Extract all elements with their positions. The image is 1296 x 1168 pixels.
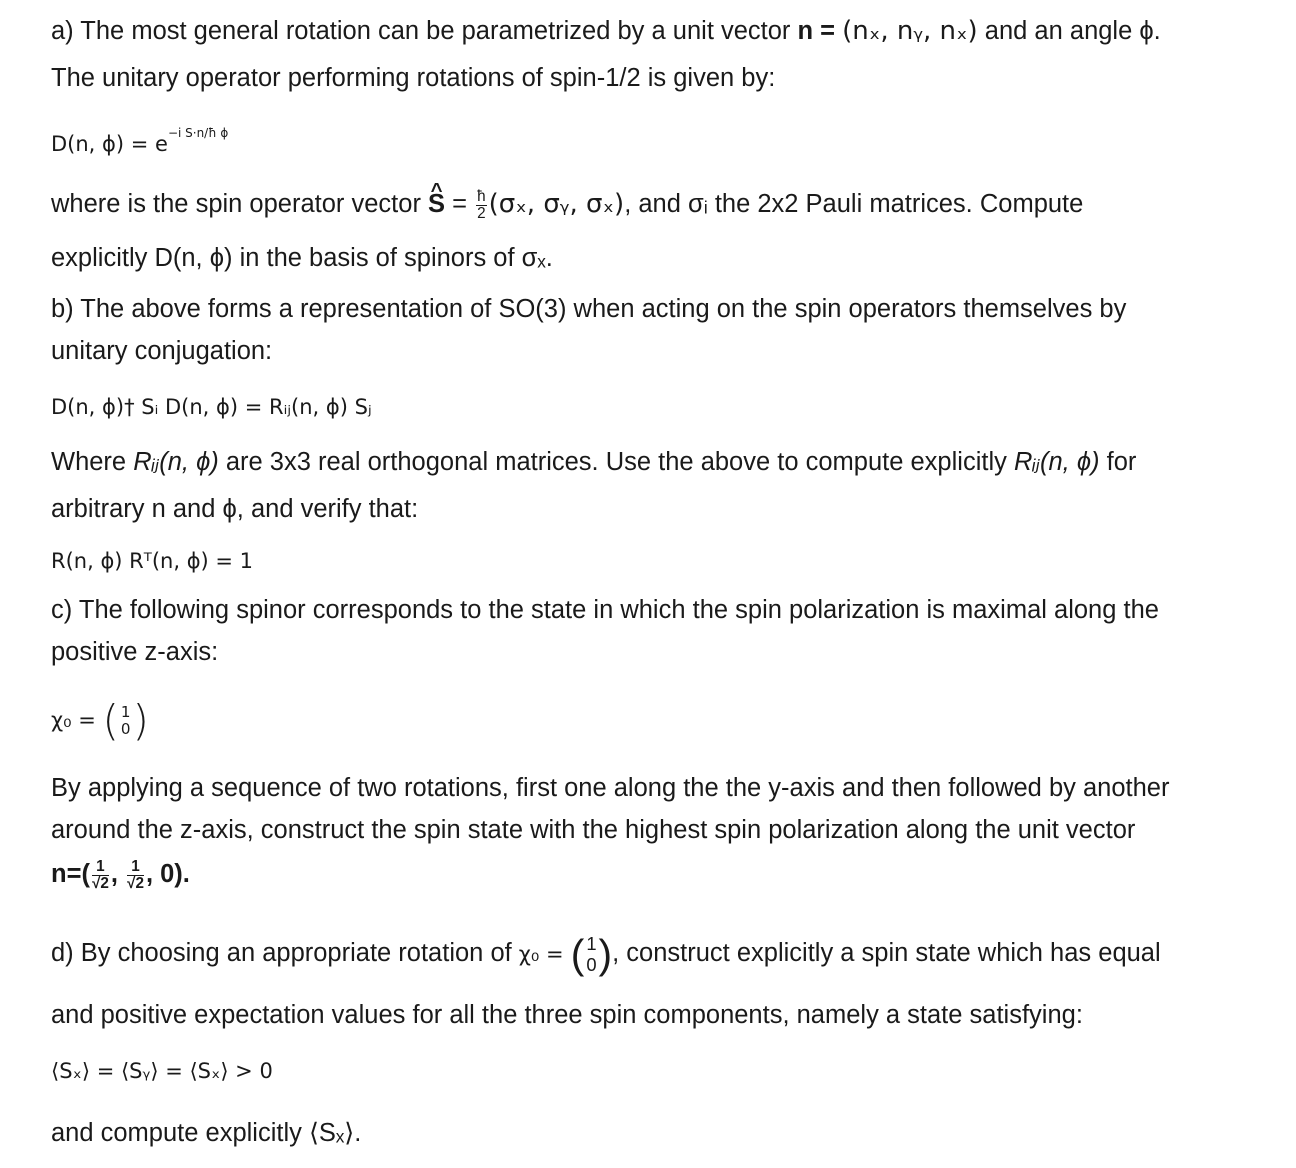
part-b-line-4: arbitrary n and ϕ, and verify that: <box>51 495 419 523</box>
text: are 3x3 real orthogonal matrices. Use the above to compute explicitly <box>218 448 1014 476</box>
text: , and σᵢ the 2x2 Pauli matrices. Compute <box>624 190 1084 218</box>
text: in the basis of spinors of σₓ. <box>232 244 553 272</box>
text: Where <box>51 448 134 476</box>
text: a) The most general rotation can be parametrized by a unit vector <box>51 17 798 45</box>
hbar: ħ <box>477 187 486 205</box>
part-b-line-3 <box>51 441 1136 483</box>
eq-exponent: −i S·n/ħ ϕ <box>167 126 229 140</box>
part-c-line-1: c) The following spinor corresponds to the state in which the spin polarization is maximal along the <box>51 596 1159 624</box>
num: 1 <box>127 859 144 876</box>
left-paren: ( <box>570 930 585 977</box>
n-end: 0). <box>160 860 190 888</box>
rotation-operator-equation <box>51 126 229 156</box>
part-c-line-2: positive z-axis: <box>51 638 219 666</box>
chi0-spinor <box>51 685 149 755</box>
eq-lhs: D(n, ϕ) = e <box>51 132 168 156</box>
rotation-matrix: Rᵢⱼ(n, ϕ) <box>1013 448 1100 476</box>
rotation-operator: D(n, ϕ) <box>154 244 233 272</box>
part-d-line-1 <box>51 932 1161 975</box>
spinor-bottom: 0 <box>586 954 597 976</box>
text: for <box>1099 448 1137 476</box>
text: and an angle ϕ. <box>977 17 1161 45</box>
text: d) By choosing an appropriate rotation of <box>51 939 519 967</box>
vector-n: n <box>797 17 814 45</box>
text: explicitly <box>51 244 155 272</box>
part-b-line-2: unitary conjugation: <box>51 337 273 365</box>
den: √2 <box>127 874 144 892</box>
part-a-line-2: The unitary operator performing rotations of spin-1/2 is given by: <box>51 64 776 92</box>
text: where is the spin operator vector <box>51 190 429 218</box>
spinor-vector <box>586 933 596 975</box>
hbar-over-2 <box>476 189 487 222</box>
part-b-line-1: b) The above forms a representation of SO(3) when acting on the spin operators themselves by <box>51 295 1127 323</box>
num: 1 <box>92 859 109 876</box>
den: √2 <box>91 874 109 892</box>
part-a-line-1 <box>51 10 1161 52</box>
frac-1 <box>92 859 109 892</box>
chi0-label: χ₀ = <box>51 708 96 732</box>
frac-2 <box>127 859 144 892</box>
equals: = <box>813 17 843 45</box>
conjugation-equation: D(n, ϕ)† Sᵢ D(n, ϕ) = Rᵢⱼ(n, ϕ) Sⱼ <box>51 395 372 419</box>
orthogonality-equation: R(n, ϕ) Rᵀ(n, ϕ) = 1 <box>51 549 254 573</box>
right-paren: ) <box>598 930 613 977</box>
n-def: n=( <box>51 860 90 888</box>
spin-vector: ^ S <box>428 183 445 225</box>
two: 2 <box>477 204 486 222</box>
rotation-matrix: Rᵢⱼ(n, ϕ) <box>133 448 219 476</box>
expectation-condition: ⟨Sₓ⟩ = ⟨Sᵧ⟩ = ⟨Sₓ⟩ > 0 <box>51 1059 273 1083</box>
right-paren: ) <box>132 696 149 745</box>
text: , construct explicitly a spin state which has equal <box>612 939 1161 967</box>
n-components: (nₓ, nᵧ, nₓ) <box>842 16 978 46</box>
spinor-top: 1 <box>120 702 131 721</box>
part-d-line-3: and compute explicitly ⟨Sₓ⟩. <box>51 1119 362 1147</box>
unit-vector-n: n=( $\frac{1}{√2}$ , $\frac{1}{√2}$ , 0). <box>51 857 190 892</box>
left-paren: ( <box>102 696 119 745</box>
spinor-bottom: 0 <box>120 720 131 738</box>
part-d-line-2: and positive expectation values for all the three spin components, namely a state satisfying: <box>51 1001 1083 1029</box>
part-c-line-4: around the z-axis, construct the spin state with the highest spin polarization along the unit vector <box>51 816 1136 844</box>
part-a-line-3: where is the spin operator vector ^ S = $\frac{ħ}{2}$ (σₓ, σᵧ, σₓ), and σᵢ the 2x2 Pauli matrices. Compute <box>51 183 1083 225</box>
part-c-line-3: By applying a sequence of two rotations, first one along the the y-axis and then followed by another <box>51 774 1170 802</box>
pauli-vector: (σₓ, σᵧ, σₓ) <box>488 189 625 219</box>
spinor-vector <box>121 704 131 739</box>
spinor-top: 1 <box>586 933 597 955</box>
chi0-label: χ₀ = <box>518 942 564 966</box>
part-a-line-4 <box>51 237 553 279</box>
